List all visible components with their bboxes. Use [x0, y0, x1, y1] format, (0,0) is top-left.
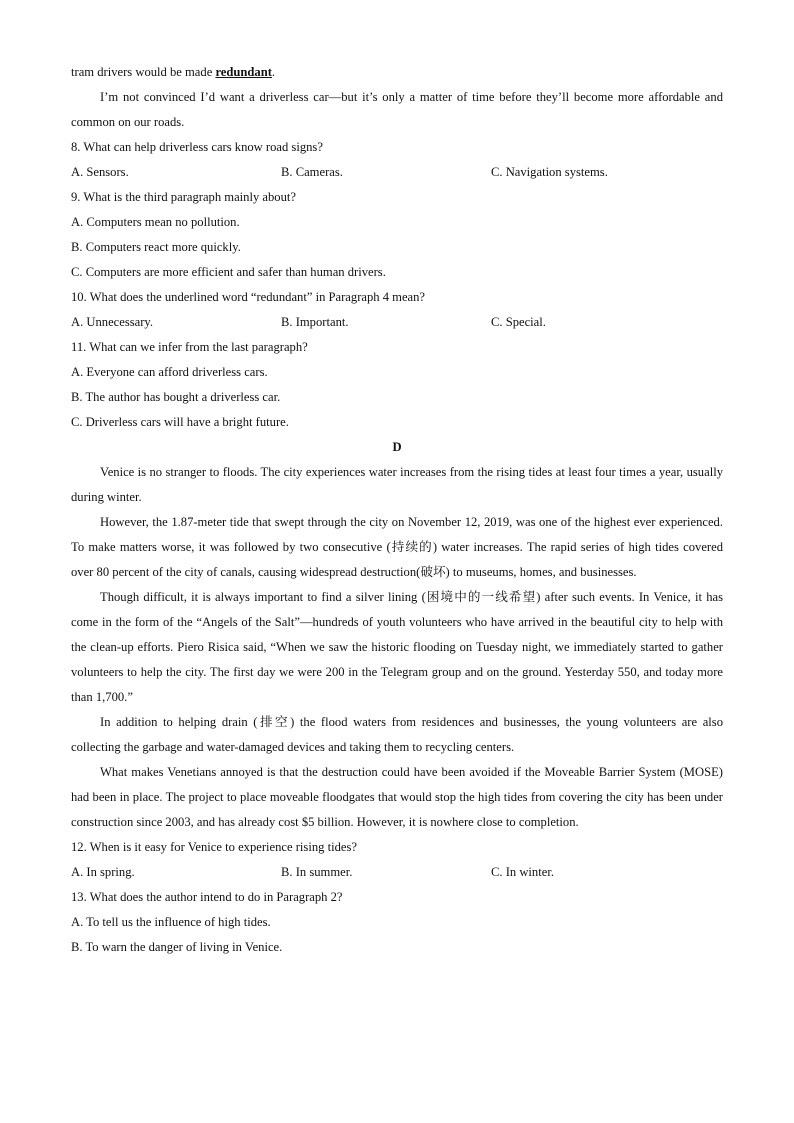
question-stem: 10. What does the underlined word “redundant” in Paragraph 4 mean?	[71, 290, 426, 304]
option-c: C. In winter.	[491, 865, 554, 879]
option-row	[71, 160, 723, 185]
option-b: B. The author has bought a driverless car.	[71, 390, 281, 404]
passage-c-last-line	[71, 60, 723, 85]
passage-paragraph: What makes Venetians annoyed is that the destruction could have been avoided if the Moveable Barrier System (MOSE) had been in place. The project to place moveable floodgates that would stop the high tides from covering the city has been under construction since 2003, and has already cost $5 billion. However, it is nowhere close to completion.	[71, 765, 723, 829]
option-b: B. Cameras.	[281, 165, 343, 179]
passage-paragraph: Though difficult, it is always important to find a silver lining (困境中的一线希望) after such events. In Venice, it has come in the form of the “Angels of the Salt”—hundreds of youth volunteers who have arrived in the beautiful city to help with the clean-up efforts. Piero Risica said, “When we saw the historic flooding on Tuesday night, we immediately started to gather volunteers to help the city. The first day we were 200 in the Telegram group and on the ground. Yesterday 550, and today more than 1,700.”	[71, 590, 723, 704]
passage-text: .	[271, 65, 276, 79]
option-b: B. To warn the danger of living in Venice.	[71, 940, 283, 954]
option-a: A. Sensors.	[71, 165, 129, 179]
underlined-word: redundant	[215, 65, 272, 79]
option-a: A. Computers mean no pollution.	[71, 215, 240, 229]
option-c: C. Navigation systems.	[491, 165, 608, 179]
question-stem: 8. What can help driverless cars know road signs?	[71, 140, 323, 154]
option-b: B. Computers react more quickly.	[71, 240, 241, 254]
question-stem: 13. What does the author intend to do in Paragraph 2?	[71, 890, 343, 904]
option-a: A. Unnecessary.	[71, 315, 154, 329]
question-stem: 9. What is the third paragraph mainly about?	[71, 190, 296, 204]
option-row	[71, 860, 723, 885]
closing-paragraph: I’m not convinced I’d want a driverless car—but it’s only a matter of time before they’ll become more affordable and common on our roads.	[71, 90, 723, 129]
option-c: C. Computers are more efficient and safer than human drivers.	[71, 265, 386, 279]
option-row	[71, 310, 723, 335]
option-b: B. In summer.	[281, 865, 353, 879]
option-c: C. Driverless cars will have a bright future.	[71, 415, 289, 429]
passage-paragraph: In addition to helping drain (排空) the flood waters from residences and businesses, the young volunteers are also collecting the garbage and water-damaged devices and taking them to recycling centers.	[71, 715, 723, 754]
passage-text: tram drivers would be made	[71, 65, 216, 79]
option-a: A. To tell us the influence of high tides.	[71, 915, 271, 929]
passage-paragraph: However, the 1.87-meter tide that swept through the city on November 12, 2019, was one of the highest ever experienced. To make matters worse, it was followed by two consecutive (持续的) water increases. The rapid series of high tides covered over 80 percent of the city of canals, causing widespread destruction(破坏) to museums, homes, and businesses.	[71, 515, 723, 579]
option-b: B. Important.	[281, 315, 349, 329]
option-a: A. In spring.	[71, 865, 135, 879]
option-a: A. Everyone can afford driverless cars.	[71, 365, 268, 379]
passage-paragraph: Venice is no stranger to floods. The city experiences water increases from the rising tides at least four times a year, usually during winter.	[71, 465, 723, 504]
question-stem: 11. What can we infer from the last paragraph?	[71, 340, 308, 354]
exam-page	[71, 60, 723, 960]
question-stem: 12. When is it easy for Venice to experience rising tides?	[71, 840, 357, 854]
option-c: C. Special.	[491, 315, 546, 329]
section-title: D	[392, 440, 402, 454]
